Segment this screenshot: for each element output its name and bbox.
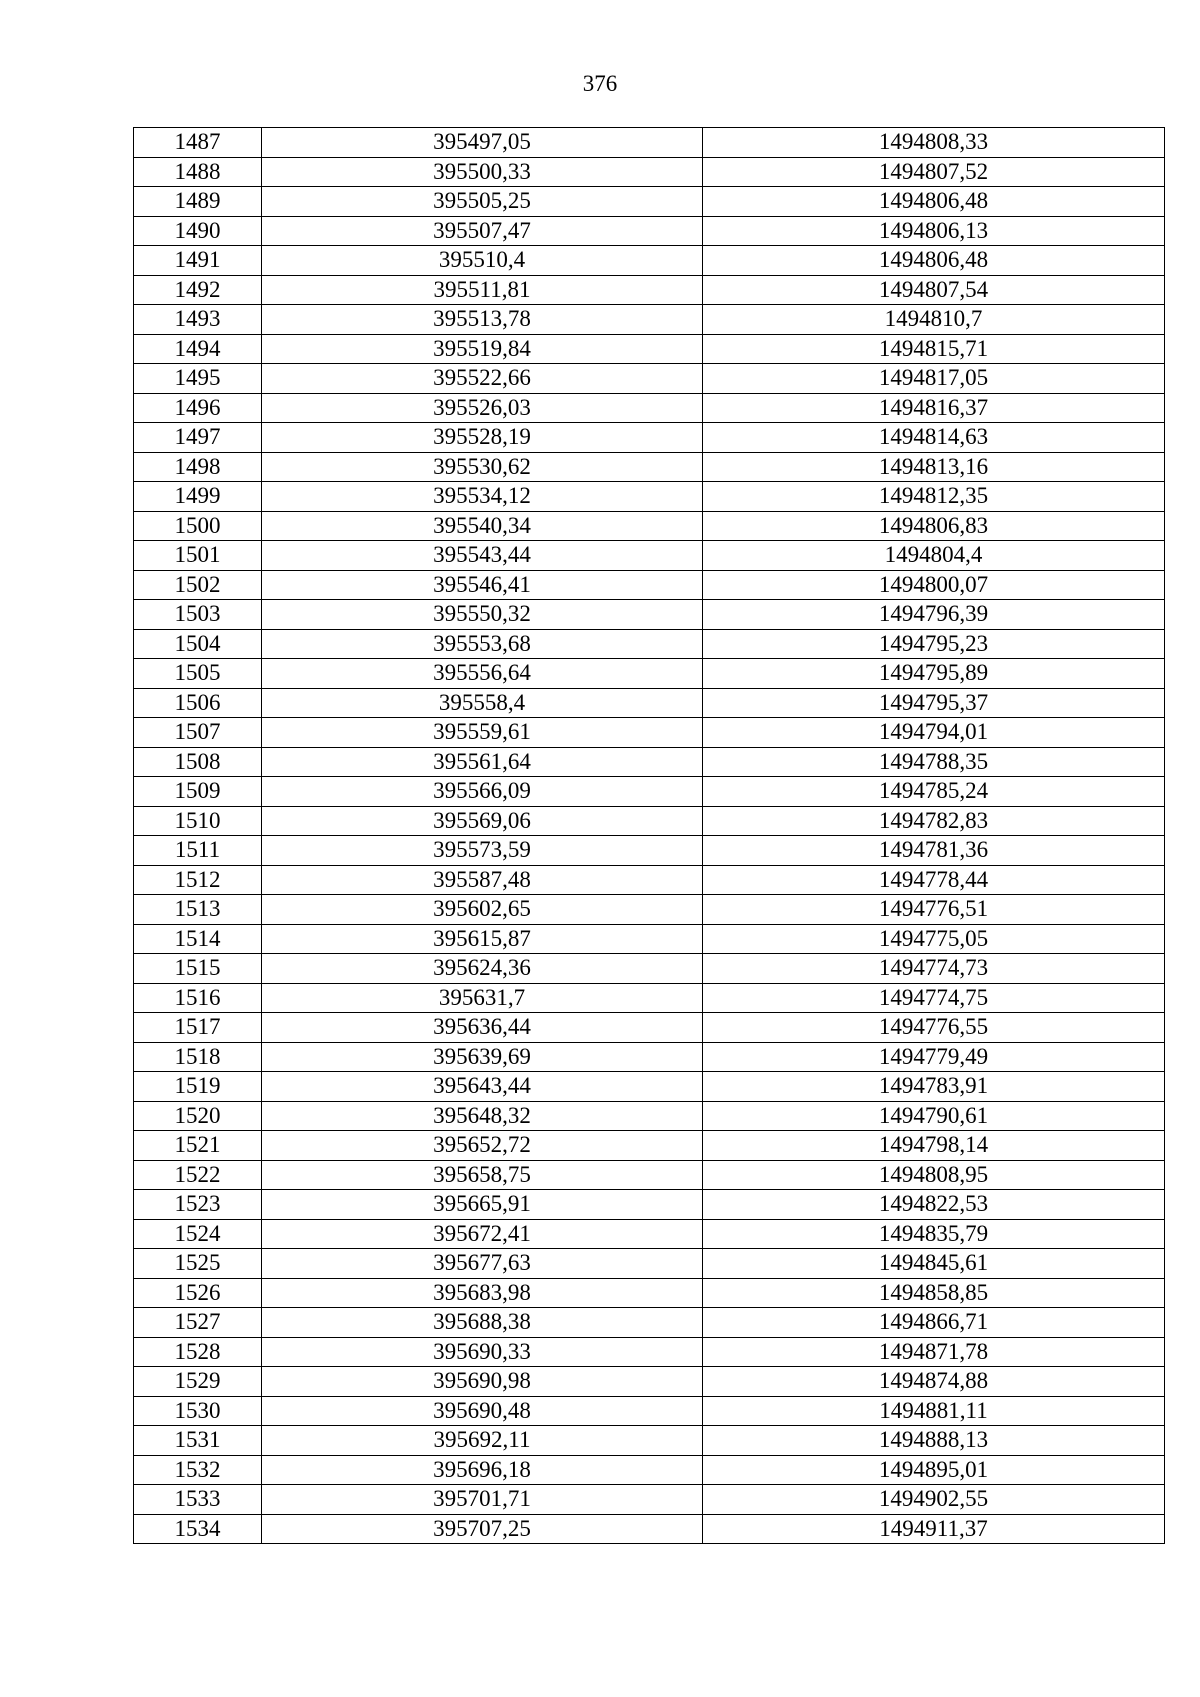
point-number-cell: 1492 [134,275,262,305]
x-coordinate-cell: 395690,98 [262,1367,703,1397]
table-row [134,806,1165,836]
x-coordinate-cell: 395631,7 [262,983,703,1013]
y-coordinate-cell: 1494774,73 [703,954,1165,984]
x-coordinate-cell: 395540,34 [262,511,703,541]
table-row [134,364,1165,394]
x-coordinate-cell: 395615,87 [262,924,703,954]
x-coordinate-cell: 395519,84 [262,334,703,364]
point-number-cell: 1522 [134,1160,262,1190]
x-coordinate-cell: 395510,4 [262,246,703,276]
y-coordinate-cell: 1494858,85 [703,1278,1165,1308]
x-coordinate-cell: 395526,03 [262,393,703,423]
point-number-cell: 1504 [134,629,262,659]
y-coordinate-cell: 1494782,83 [703,806,1165,836]
x-coordinate-cell: 395624,36 [262,954,703,984]
table-row [134,570,1165,600]
y-coordinate-cell: 1494804,4 [703,541,1165,571]
table-row [134,600,1165,630]
y-coordinate-cell: 1494888,13 [703,1426,1165,1456]
y-coordinate-cell: 1494902,55 [703,1485,1165,1515]
table-row [134,1426,1165,1456]
x-coordinate-cell: 395543,44 [262,541,703,571]
y-coordinate-cell: 1494806,48 [703,187,1165,217]
table-row [134,482,1165,512]
point-number-cell: 1505 [134,659,262,689]
y-coordinate-cell: 1494807,52 [703,157,1165,187]
table-row [134,954,1165,984]
y-coordinate-cell: 1494822,53 [703,1190,1165,1220]
y-coordinate-cell: 1494835,79 [703,1219,1165,1249]
table-row [134,541,1165,571]
y-coordinate-cell: 1494795,23 [703,629,1165,659]
point-number-cell: 1525 [134,1249,262,1279]
x-coordinate-cell: 395559,61 [262,718,703,748]
y-coordinate-cell: 1494798,14 [703,1131,1165,1161]
table-row [134,865,1165,895]
point-number-cell: 1511 [134,836,262,866]
y-coordinate-cell: 1494795,37 [703,688,1165,718]
x-coordinate-cell: 395569,06 [262,806,703,836]
x-coordinate-cell: 395636,44 [262,1013,703,1043]
point-number-cell: 1495 [134,364,262,394]
table-row [134,1249,1165,1279]
table-row [134,1160,1165,1190]
table-row [134,1013,1165,1043]
point-number-cell: 1499 [134,482,262,512]
point-number-cell: 1519 [134,1072,262,1102]
point-number-cell: 1487 [134,128,262,158]
table-row [134,1219,1165,1249]
table-row [134,1190,1165,1220]
point-number-cell: 1491 [134,246,262,276]
x-coordinate-cell: 395652,72 [262,1131,703,1161]
table-row [134,747,1165,777]
point-number-cell: 1529 [134,1367,262,1397]
y-coordinate-cell: 1494785,24 [703,777,1165,807]
point-number-cell: 1526 [134,1278,262,1308]
point-number-cell: 1520 [134,1101,262,1131]
table-row [134,1042,1165,1072]
point-number-cell: 1534 [134,1514,262,1544]
y-coordinate-cell: 1494895,01 [703,1455,1165,1485]
point-number-cell: 1533 [134,1485,262,1515]
table-row [134,777,1165,807]
point-number-cell: 1509 [134,777,262,807]
table-row [134,452,1165,482]
x-coordinate-cell: 395683,98 [262,1278,703,1308]
point-number-cell: 1523 [134,1190,262,1220]
point-number-cell: 1530 [134,1396,262,1426]
y-coordinate-cell: 1494781,36 [703,836,1165,866]
page-number: 376 [582,71,618,96]
x-coordinate-cell: 395672,41 [262,1219,703,1249]
x-coordinate-cell: 395553,68 [262,629,703,659]
y-coordinate-cell: 1494774,75 [703,983,1165,1013]
y-coordinate-cell: 1494806,83 [703,511,1165,541]
table-row [134,1337,1165,1367]
point-number-cell: 1490 [134,216,262,246]
table-row [134,983,1165,1013]
table-row [134,924,1165,954]
point-number-cell: 1521 [134,1131,262,1161]
y-coordinate-cell: 1494779,49 [703,1042,1165,1072]
y-coordinate-cell: 1494795,89 [703,659,1165,689]
table-row [134,895,1165,925]
x-coordinate-cell: 395500,33 [262,157,703,187]
point-number-cell: 1513 [134,895,262,925]
coordinates-table-body [134,128,1165,1544]
y-coordinate-cell: 1494808,33 [703,128,1165,158]
table-row [134,1308,1165,1338]
table-row [134,1485,1165,1515]
x-coordinate-cell: 395692,11 [262,1426,703,1456]
table-row [134,659,1165,689]
point-number-cell: 1498 [134,452,262,482]
point-number-cell: 1517 [134,1013,262,1043]
y-coordinate-cell: 1494866,71 [703,1308,1165,1338]
y-coordinate-cell: 1494817,05 [703,364,1165,394]
point-number-cell: 1518 [134,1042,262,1072]
x-coordinate-cell: 395561,64 [262,747,703,777]
point-number-cell: 1502 [134,570,262,600]
table-row [134,216,1165,246]
y-coordinate-cell: 1494814,63 [703,423,1165,453]
x-coordinate-cell: 395690,48 [262,1396,703,1426]
y-coordinate-cell: 1494911,37 [703,1514,1165,1544]
y-coordinate-cell: 1494788,35 [703,747,1165,777]
y-coordinate-cell: 1494845,61 [703,1249,1165,1279]
x-coordinate-cell: 395643,44 [262,1072,703,1102]
y-coordinate-cell: 1494871,78 [703,1337,1165,1367]
y-coordinate-cell: 1494776,55 [703,1013,1165,1043]
point-number-cell: 1489 [134,187,262,217]
table-row [134,718,1165,748]
y-coordinate-cell: 1494812,35 [703,482,1165,512]
table-row [134,157,1165,187]
x-coordinate-cell: 395558,4 [262,688,703,718]
table-row [134,423,1165,453]
point-number-cell: 1512 [134,865,262,895]
table-row [134,836,1165,866]
table-row [134,187,1165,217]
point-number-cell: 1528 [134,1337,262,1367]
point-number-cell: 1510 [134,806,262,836]
y-coordinate-cell: 1494794,01 [703,718,1165,748]
table-row [134,1131,1165,1161]
point-number-cell: 1506 [134,688,262,718]
point-number-cell: 1501 [134,541,262,571]
x-coordinate-cell: 395497,05 [262,128,703,158]
x-coordinate-cell: 395701,71 [262,1485,703,1515]
point-number-cell: 1500 [134,511,262,541]
x-coordinate-cell: 395696,18 [262,1455,703,1485]
x-coordinate-cell: 395550,32 [262,600,703,630]
x-coordinate-cell: 395658,75 [262,1160,703,1190]
y-coordinate-cell: 1494816,37 [703,393,1165,423]
table-row [134,334,1165,364]
point-number-cell: 1514 [134,924,262,954]
x-coordinate-cell: 395556,64 [262,659,703,689]
x-coordinate-cell: 395677,63 [262,1249,703,1279]
table-row [134,511,1165,541]
x-coordinate-cell: 395602,65 [262,895,703,925]
x-coordinate-cell: 395511,81 [262,275,703,305]
y-coordinate-cell: 1494813,16 [703,452,1165,482]
x-coordinate-cell: 395648,32 [262,1101,703,1131]
x-coordinate-cell: 395587,48 [262,865,703,895]
point-number-cell: 1488 [134,157,262,187]
point-number-cell: 1527 [134,1308,262,1338]
x-coordinate-cell: 395688,38 [262,1308,703,1338]
table-row [134,1396,1165,1426]
y-coordinate-cell: 1494807,54 [703,275,1165,305]
x-coordinate-cell: 395665,91 [262,1190,703,1220]
y-coordinate-cell: 1494808,95 [703,1160,1165,1190]
table-row [134,1514,1165,1544]
table-row [134,305,1165,335]
table-row [134,246,1165,276]
x-coordinate-cell: 395528,19 [262,423,703,453]
table-row [134,1455,1165,1485]
y-coordinate-cell: 1494806,13 [703,216,1165,246]
y-coordinate-cell: 1494778,44 [703,865,1165,895]
point-number-cell: 1503 [134,600,262,630]
y-coordinate-cell: 1494775,05 [703,924,1165,954]
y-coordinate-cell: 1494800,07 [703,570,1165,600]
x-coordinate-cell: 395505,25 [262,187,703,217]
y-coordinate-cell: 1494815,71 [703,334,1165,364]
y-coordinate-cell: 1494783,91 [703,1072,1165,1102]
x-coordinate-cell: 395530,62 [262,452,703,482]
x-coordinate-cell: 395573,59 [262,836,703,866]
y-coordinate-cell: 1494874,88 [703,1367,1165,1397]
table-row [134,275,1165,305]
table-row [134,128,1165,158]
y-coordinate-cell: 1494881,11 [703,1396,1165,1426]
y-coordinate-cell: 1494806,48 [703,246,1165,276]
table-row [134,629,1165,659]
x-coordinate-cell: 395513,78 [262,305,703,335]
point-number-cell: 1493 [134,305,262,335]
y-coordinate-cell: 1494790,61 [703,1101,1165,1131]
point-number-cell: 1531 [134,1426,262,1456]
point-number-cell: 1507 [134,718,262,748]
point-number-cell: 1524 [134,1219,262,1249]
point-number-cell: 1494 [134,334,262,364]
point-number-cell: 1515 [134,954,262,984]
table-row [134,1278,1165,1308]
x-coordinate-cell: 395522,66 [262,364,703,394]
y-coordinate-cell: 1494796,39 [703,600,1165,630]
x-coordinate-cell: 395639,69 [262,1042,703,1072]
x-coordinate-cell: 395546,41 [262,570,703,600]
x-coordinate-cell: 395566,09 [262,777,703,807]
point-number-cell: 1497 [134,423,262,453]
x-coordinate-cell: 395534,12 [262,482,703,512]
coordinates-table [133,127,1165,1544]
table-row [134,393,1165,423]
x-coordinate-cell: 395507,47 [262,216,703,246]
table-row [134,1367,1165,1397]
table-row [134,1101,1165,1131]
x-coordinate-cell: 395707,25 [262,1514,703,1544]
table-row [134,688,1165,718]
table-row [134,1072,1165,1102]
y-coordinate-cell: 1494776,51 [703,895,1165,925]
point-number-cell: 1496 [134,393,262,423]
y-coordinate-cell: 1494810,7 [703,305,1165,335]
point-number-cell: 1508 [134,747,262,777]
x-coordinate-cell: 395690,33 [262,1337,703,1367]
point-number-cell: 1516 [134,983,262,1013]
point-number-cell: 1532 [134,1455,262,1485]
